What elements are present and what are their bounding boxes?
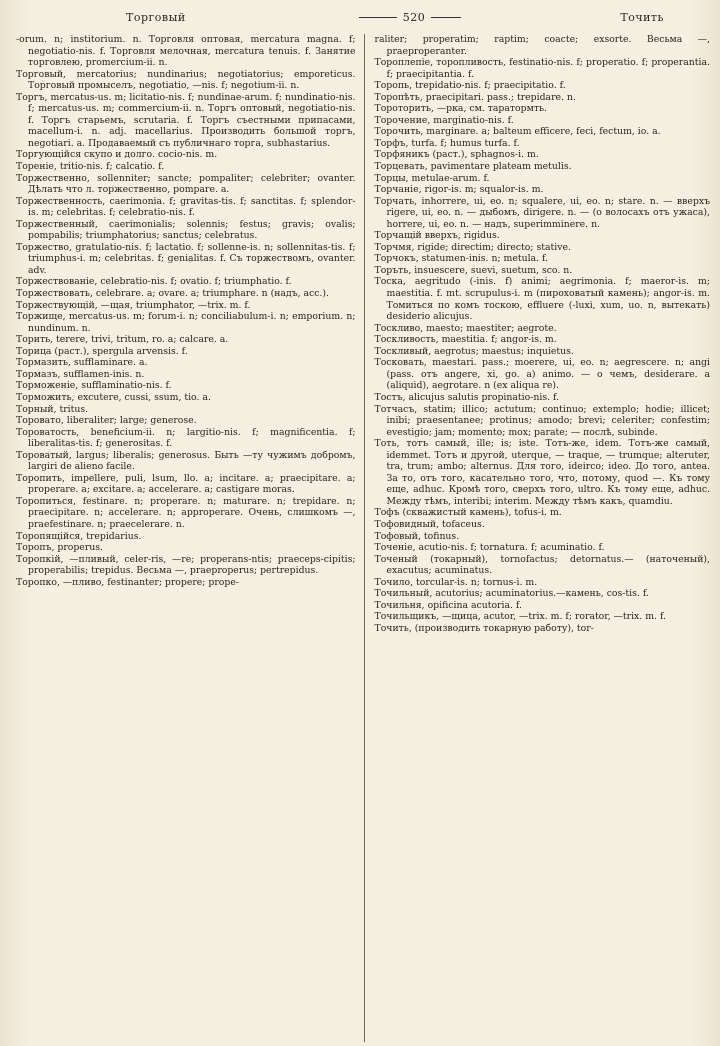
dictionary-entry: Торопь, trepidatio-nis. f; praecipitatio. f. <box>374 80 566 92</box>
dictionary-entry: Торчмя, rigide; directim; directo; stative. <box>374 241 571 253</box>
dictionary-entry: Торцы, metulae-arum. f. <box>374 172 490 184</box>
header-left-word: Торговый <box>126 10 186 24</box>
dictionary-entry: Точило, torcular-is. n; tornus-i. m. <box>374 576 538 588</box>
dictionary-entry: Тотчасъ, statim; illico; actutum; continuo; extemplo; hodie; illicet; inibi; praesentanee; protinus; amodo; brevi; celeriter; confestim; evestigio; jam; momento; mox; parate; — послѣ, subinde. <box>374 403 710 438</box>
dictionary-entry: Торопящiйся, trepidarius. <box>16 530 142 542</box>
dictionary-entry: Тостъ, alicujus salutis propinatio-nis. f. <box>374 391 560 403</box>
dictionary-entry: Торочить, marginare. a; balteum efficere, feci, fectum, io. a. <box>374 126 661 138</box>
dictionary-entry: Точить, (производить токарную работу), tor- <box>374 622 594 634</box>
dictionary-entry: Тоть, тотъ самый, ille; is; iste. Тотъ-же, idem. Тотъ-же самый, idemmet. Тотъ и другой, uterque, — traque, — trumque; alteruter, tra, trum; ambo; alternus. Для того, ideirco; ideo. До того, antea. За то, отъ того, касательно того, что, потому, quod —. Къ тому еще, adhuc. Кромѣ того, сверхъ того, ultro. Къ тому еще, adhuc. Между тѣмъ, interibi; interim. Между тѣмъ какъ, quamdiu. <box>374 438 710 507</box>
dictionary-entry: Тофъ (скважистый камень), tofus-i. m. <box>374 507 562 519</box>
dictionary-entry: Тоскливость, maestitia. f; angor-is. m. <box>374 334 557 346</box>
dictionary-entry: Тормазъ, sufflamen-inis. n. <box>16 368 145 380</box>
dictionary-entry: Торопѣть, praecipitari. pass.; trepidare. n. <box>374 91 576 103</box>
dictionary-entry: Торжественный, caerimonialis; solennis; festus; gravis; ovalis; pompabilis; triumphatorius; sanctus; celebratus. <box>16 218 356 242</box>
dictionary-entry: Тормазить, sufflaminare. a. <box>16 357 148 369</box>
dictionary-entry: Тоскливый, aegrotus; maestus; inquietus. <box>374 345 574 357</box>
dictionary-entry: Торенiе, tritio-nis. f; calcatio. f. <box>16 161 165 173</box>
dictionary-entry: Тоскливо, maesto; maestiter; aegrote. <box>374 322 557 334</box>
dictionary-entry: Торить, terere, trivi, tritum, ro. a; calcare. a. <box>16 334 229 346</box>
dictionary-entry: Тороватость, beneficium-ii. n; largitio-nis. f; magnificentia. f; liberalitas-tis. f; generositas. f. <box>16 426 356 450</box>
dictionary-entry: Точеный (токарный), tornofactus; detornatus.— (наточеный), exacutus; acuminatus. <box>374 553 710 577</box>
dictionary-entry: Торжество, gratulatio-nis. f; lactatio. f; sollenne-is. n; sollennitas-tis. f; triumphus-i. m; celebritas. f; genialitas. f. Съ торжествомъ, ovanter. adv. <box>16 241 356 276</box>
dictionary-entry: Торговый, mercatorius; nundinarius; negotiatorius; emporeticus. Торговый промыселъ, negotiatio, —nis. f; negotium-ii. n. <box>16 68 356 92</box>
header-rule-left <box>359 17 397 18</box>
dictionary-entry: Тоска, aegritudo (-inis. f) animi; aegrimonia. f; maeror-is. m; maestitia. f. mt. scrupulus-i. m (пироxоватый камень); angor-is. m. Томиться по комъ тоскою, effluere (-luxi, xum, uo. n, вытекать) desiderio alicujus. <box>374 276 710 323</box>
dictionary-entry: Торъть, insuescere, suevi, suetum, sco. n. <box>374 264 573 276</box>
dictionary-entry: Торжественно, sollenniter; sancte; pompaliter; celebriter; ovanter. Дѣлать что л. торжественно, pompare. a. <box>16 172 356 196</box>
dictionary-entry: Торопко, —пливо, festinanter; propere; prope- <box>16 576 239 588</box>
dictionary-entry: Торопить, impellere, puli, lsum, llo. a; incitare. a; praecipitare. a; properare. a; excitare. a; accelerare. a; castigare moras. <box>16 472 356 496</box>
dictionary-entry: Торица (раст.), spergula arvensis. f. <box>16 345 188 357</box>
dictionary-entry: Торжествующiй, —щая, triumphator, —trix. m. f. <box>16 299 251 311</box>
dictionary-entry: Торопъ, properus. <box>16 542 103 554</box>
dictionary-entry: Торгъ, mercatus-us. m; licitatio-nis. f; nundinae-arum. f; nundinatio-nis. f; mercatus-us. m; commercium-ii. n. Торгъ оптовый, negotiatio-nis. f. Торгъ старьемъ, scrutaria. f. Торгъ съестными припасами, macellum-i. n. adj. macellarius. Производить большой торгъ, negotiari. a. Продаваемый съ публичнаго торга, subhastarius. <box>16 91 356 149</box>
dictionary-entry: Торжественность, caerimonia. f; gravitas-tis. f; sanctitas. f; splendor-is. m; celebritas. f; celebratio-nis. f. <box>16 195 356 219</box>
dictionary-entry: Торовато, liberaliter; large; generose. <box>16 415 197 427</box>
dictionary-entry: -orum. n; institorium. n. Торговля оптовая, mercatura magna. f; negotiatio-nis. f. Торговля мелочная, mercatura tenuis. f. Занятие торговлею, promercium-ii. n. <box>16 34 356 69</box>
dictionary-entry: Торжествованiе, celebratio-nis. f; ovatio. f; triumphatio. f. <box>16 276 292 288</box>
dictionary-entry: Точильня, opificina acutoria. f. <box>374 599 522 611</box>
dictionary-entry: Торцевать, pavimentare plateam metulis. <box>374 161 572 173</box>
page-number: 520 <box>402 10 426 24</box>
dictionary-entry: Тофовый, tofinus. <box>374 530 460 542</box>
dictionary-entry: Точильный, acutorius; acuminatorius.—камень, cos-tis. f. <box>374 588 649 600</box>
dictionary-entry: Торный, tritus. <box>16 403 89 415</box>
left-column <box>16 34 365 1042</box>
dictionary-entry: Торфяникъ (раст.), sphagnos-i. m. <box>374 149 539 161</box>
dictionary-entry: Торможенiе, sufflaminatio-nis. f. <box>16 380 172 392</box>
dictionary-entry: Торчокъ, statumen-inis. n; metula. f. <box>374 253 549 265</box>
dictionary-entry: Торчанiе, rigor-is. m; squalor-is. m. <box>374 184 544 196</box>
header-rule-right <box>431 17 461 18</box>
dictionary-entry: Торочение, marginatio-nis. f. <box>374 114 514 126</box>
dictionary-entry: raliter; properatim; raptim; coacte; exsorte. Весьма —, praeproperanter. <box>374 34 710 57</box>
dictionary-entry: Тороплепiе, торопливость, festinatio-nis. f; properatio. f; properantia. f; praecipitantia. f. <box>374 57 710 80</box>
two-column-body <box>16 34 710 1042</box>
page-header <box>16 6 710 28</box>
dictionary-entry: Торможить, excutere, cussi, ssum, tio. a. <box>16 391 211 403</box>
dictionary-entry: Торчать, inhorrere, ui, eo. n; squalere, ui, eo. n; stare. n. — вверхъ rigere, ui, eo. n. — дыбомъ, dirigere. n. — (о волосахъ отъ ужаса), horrere, ui, eo. n. — надъ, superimminere. n. <box>374 195 710 230</box>
dictionary-entry: Торфъ, turfa. f; humus turfa. f. <box>374 137 520 149</box>
header-right-word: Точить <box>620 10 664 24</box>
dictionary-entry: Торжище, mercatus-us. m; forum-i. n; conciliabulum-i. n; emporium. n; nundinum. n. <box>16 311 356 334</box>
dictionary-entry: Тофовидный, tofaceus. <box>374 518 485 530</box>
page-number-group <box>359 11 462 24</box>
right-column <box>365 34 711 1042</box>
dictionary-entry: Тосковать, maestari. pass.; moerere, ui, eo. n; aegrescere. n; angi (pass. отъ angere, xi, go. a) animo. — о чемъ, desiderare. a (aliquid), aegrotare. n (ex aliqua re). <box>374 357 710 392</box>
dictionary-entry: Торопиться, festinare. n; properare. n; maturare. n; trepidare. n; praecipitare. n; accelerare. n; approperare. Очень, слишкомъ —, praefestinare. n; praecelerare. n. <box>16 495 356 530</box>
dictionary-entry: Торжествовать, celebrare. a; ovare. a; triumphare. n (надъ, acc.). <box>16 288 330 300</box>
dictionary-entry: Точильщикъ, —щица, acutor, —trix. m. f; rorator, —trix. m. f. <box>374 611 667 623</box>
dictionary-entry: Тороторить, —рка, см. таратормть. <box>374 103 547 115</box>
dictionary-entry: Точенiе, acutio-nis. f; tornatura. f; acuminatio. f. <box>374 542 605 554</box>
dictionary-entry: Торчащiй вверхъ, rigidus. <box>374 230 500 242</box>
dictionary-entry: Торгующiйся скупо и долго. cocio-nis. m. <box>16 149 218 161</box>
dictionary-entry: Торопкiй, —пливый, celer-ris, —re; properans-ntis; praeceps-cipitis; properabilis; trepidus. Весьма —, praeproperus; pertrepidus. <box>16 553 356 577</box>
dictionary-entry: Тороватый, largus; liberalis; generosus. Быть —ту чужимъ добромъ, largiri de alieno facile. <box>16 449 356 473</box>
